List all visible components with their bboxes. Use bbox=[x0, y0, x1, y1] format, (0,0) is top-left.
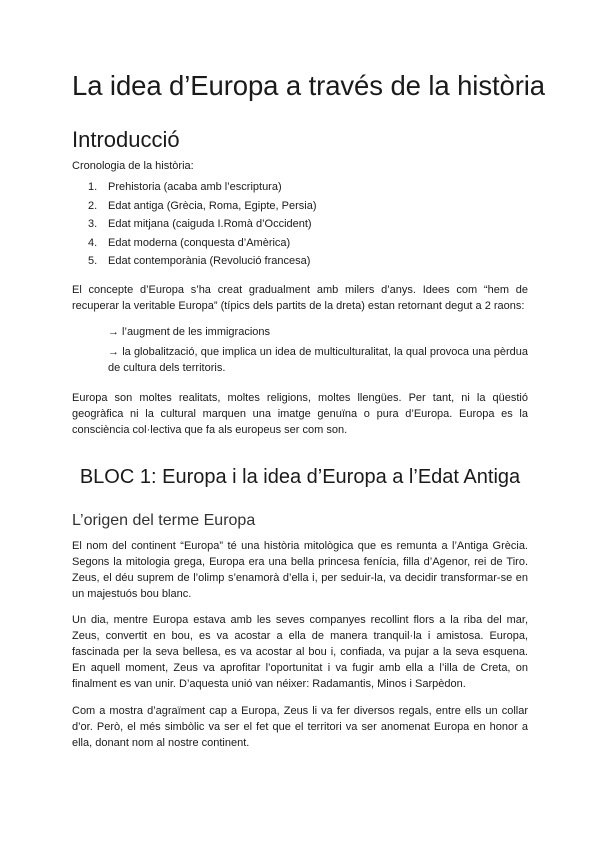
reason-item: → la globalització, que implica un idea de multiculturalitat, la qual provoca una pèrdua de cultura dels territoris. bbox=[108, 346, 528, 374]
list-item bbox=[72, 197, 316, 216]
list-item bbox=[72, 234, 316, 253]
list-item bbox=[72, 252, 316, 271]
list-number: 5. bbox=[88, 255, 98, 267]
intro-paragraph-1: El concepte d’Europa s’ha creat gradualment amb milers d’anys. Idees com “hem de recuperar la veritable Europa” (típics dels partits de la dreta) estan retornant degut a 2 raons: bbox=[72, 284, 528, 312]
bloc1-paragraph-3: Com a mostra d’agraïment cap a Europa, Zeus li va fer diversos regals, entre ells un collar d’or. Però, el més simbòlic va ser el fet que el territori va ser anomenat Europa en honor a ella, donant nom al nostre continent. bbox=[72, 705, 528, 749]
bloc1-heading: BLOC 1: Europa i la idea d’Europa a l’Edat Antiga bbox=[79, 466, 521, 488]
document-title: La idea d’Europa a través de la història bbox=[72, 70, 545, 101]
intro-paragraph-2: Europa son moltes realitats, moltes religions, moltes llengües. Per tant, ni la qüestió geogràfica ni la cultural marquen una imatge genuïna o pura d’Europa. Europa es la consciència col·lectiva que fa als europeus ser com son. bbox=[72, 392, 528, 436]
list-text: Edat mitjana (caiguda I.Romà d’Occident) bbox=[108, 218, 312, 230]
list-number: 3. bbox=[88, 218, 98, 230]
list-item bbox=[72, 215, 316, 234]
chronology-lead: Cronologia de la història: bbox=[72, 160, 194, 172]
bloc1-paragraph-1: El nom del continent “Europa” té una història mitològica que es remunta a l’Antiga Grècia. Segons la mitologia grega, Europa era una bella princesa fenícia, filla d’Agenor, rei de Tiro. Zeus, el déu suprem de l’olimp s’enamorà d’ella i, per seduir-la, va decidir transformar-se en un majestuós bou blanc. bbox=[72, 540, 528, 600]
reason-item: → l’augment de les immigracions bbox=[108, 326, 271, 338]
chronology-list bbox=[72, 178, 316, 271]
list-text: Edat moderna (conquesta d’Amèrica) bbox=[108, 236, 291, 249]
list-text: Prehistoria (acaba amb l’escriptura) bbox=[108, 181, 282, 193]
list-item bbox=[72, 178, 316, 197]
bloc1-paragraph-2: Un dia, mentre Europa estava amb les seves companyes recollint flors a la riba del mar, Zeus, convertit en bou, es va acostar a ella de manera tranquil·la i amistosa. Europa, fascinada per la seva bellesa, es va acostar al bou i, confiada, va pujar a la seva esquena. En aquell moment, Zeus va aprofitar l’oportunitat i va fugir amb ella a l’illa de Creta, on finalment es van unir. D’aquesta unió van néixer: Radamantis, Minos i Sarpèdon. bbox=[72, 614, 528, 690]
list-number: 1. bbox=[88, 181, 98, 193]
list-text: Edat contemporània (Revolució francesa) bbox=[108, 255, 311, 267]
list-text: Edat antiga (Grècia, Roma, Egipte, Persia) bbox=[108, 199, 317, 212]
list-number: 4. bbox=[88, 236, 98, 249]
intro-heading: Introducció bbox=[72, 127, 180, 152]
list-number: 2. bbox=[88, 199, 98, 212]
bloc1-subheading: L’origen del terme Europa bbox=[72, 512, 256, 529]
